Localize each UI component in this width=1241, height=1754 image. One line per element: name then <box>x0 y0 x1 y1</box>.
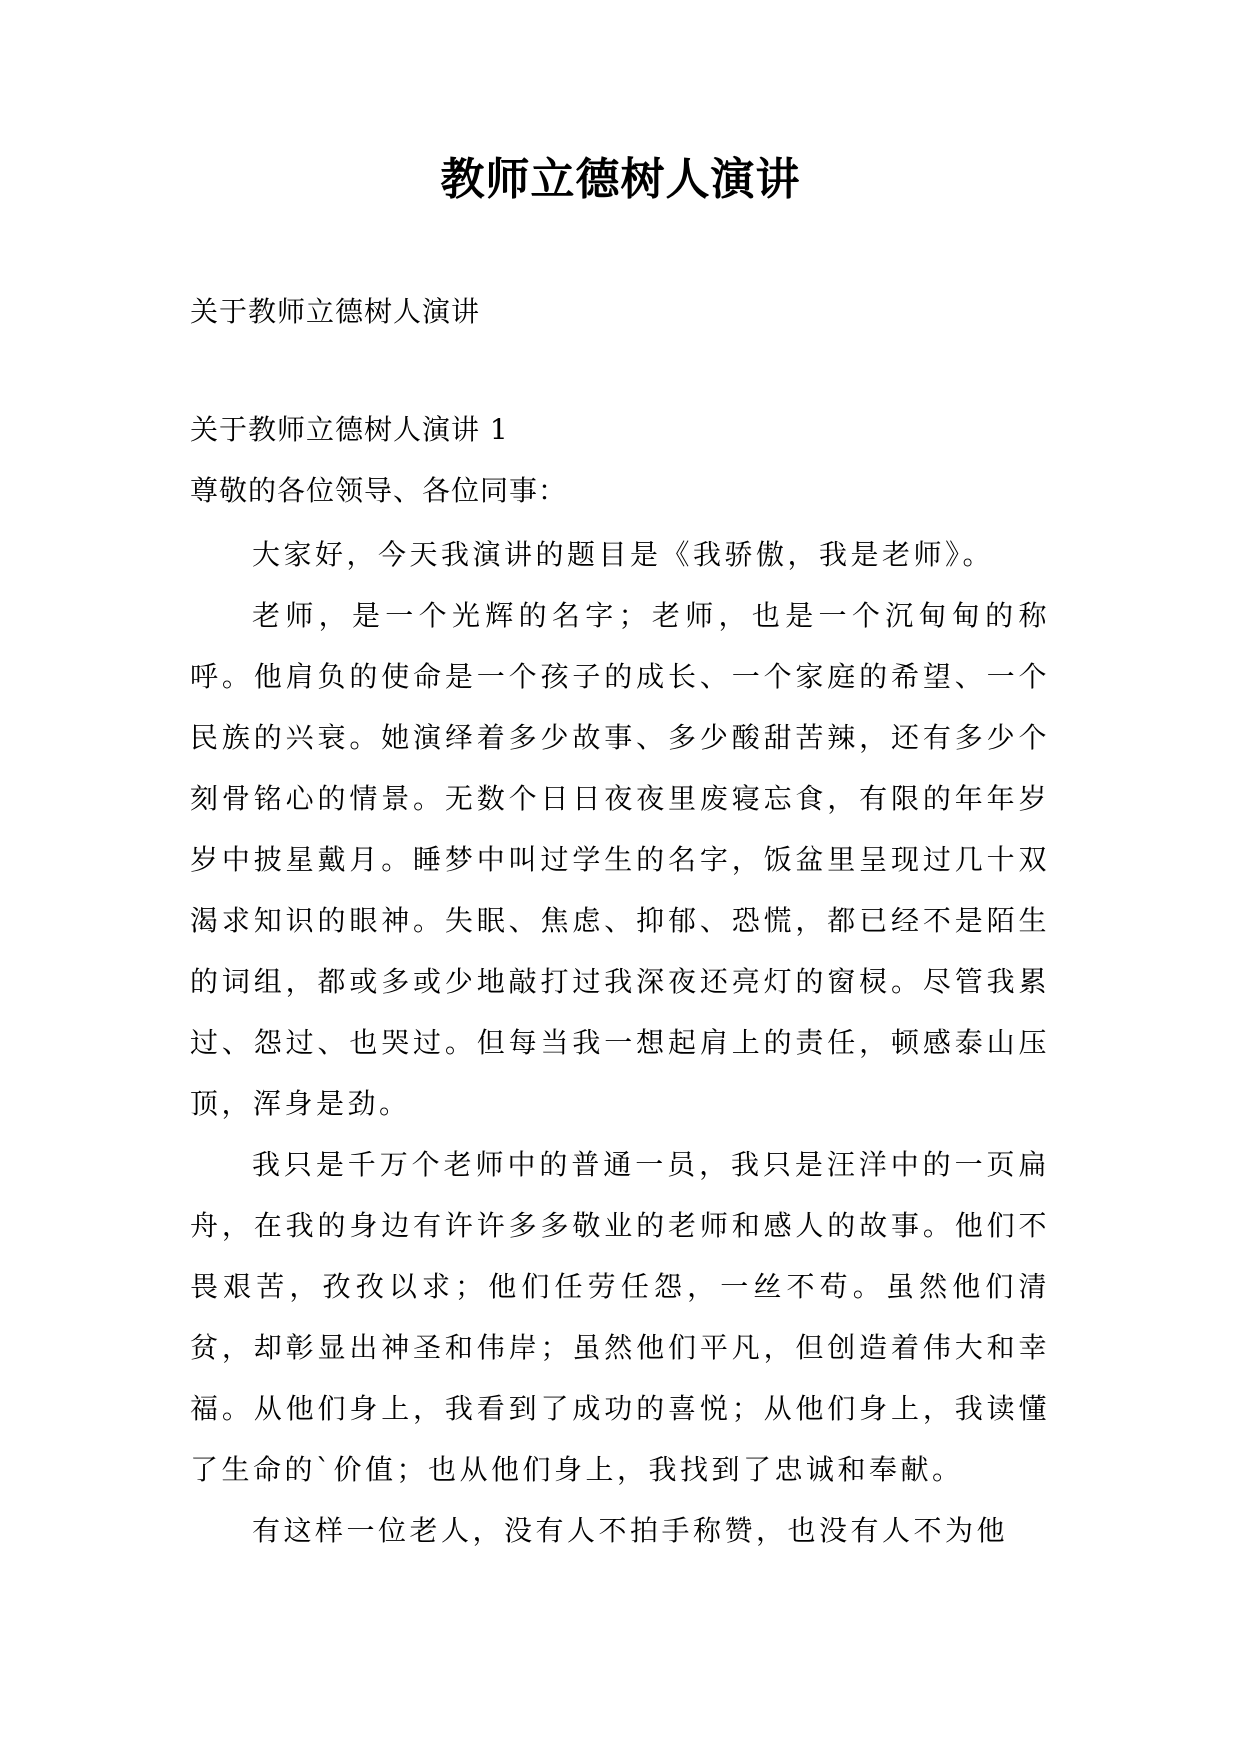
document-subtitle: 关于教师立德树人演讲 <box>190 295 481 328</box>
paragraph: 大家好，今天我演讲的题目是《我骄傲，我是老师》。 <box>252 538 995 571</box>
document-title: 教师立德树人演讲 <box>440 154 801 205</box>
paragraph: 老师，是一个光辉的名字；老师，也是一个沉甸甸的称呼。他肩负的使命是一个孩子的成长、一个家庭的希望、一个民族的兴衰。她演绎着多少故事、多少酸甜苦辣，还有多少个刻骨铭心的情景。无数个日日夜夜里废寝忘食，有限的年年岁岁中披星戴月。睡梦中叫过学生的名字，饭盆里呈现过几十双渴求知识的眼神。失眠、焦虑、抑郁、恐慌，都已经不是陌生的词组，都或多或少地敲打过我深夜还亮灯的窗棂。尽管我累过、怨过、也哭过。但每当我一想起肩上的责任，顿感泰山压顶，浑身是劲。 <box>190 599 1050 1120</box>
document-body <box>190 410 1050 1561</box>
salutation: 尊敬的各位领导、各位同事： <box>190 474 568 507</box>
paragraph: 我只是千万个老师中的普通一员，我只是汪洋中的一页扁舟，在我的身边有许许多多敬业的老师和感人的故事。他们不畏艰苦，孜孜以求；他们任劳任怨，一丝不苟。虽然他们清贫，却彰显出神圣和伟岸；虽然他们平凡，但创造着伟大和幸福。从他们身上，我看到了成功的喜悦；从他们身上，我读懂了生命的`价值；也从他们身上，我找到了忠诚和奉献。 <box>190 1148 1050 1486</box>
paragraph: 有这样一位老人，没有人不拍手称赞，也没有人不为他 <box>252 1514 1009 1547</box>
section-heading: 关于教师立德树人演讲 1 <box>190 413 509 446</box>
